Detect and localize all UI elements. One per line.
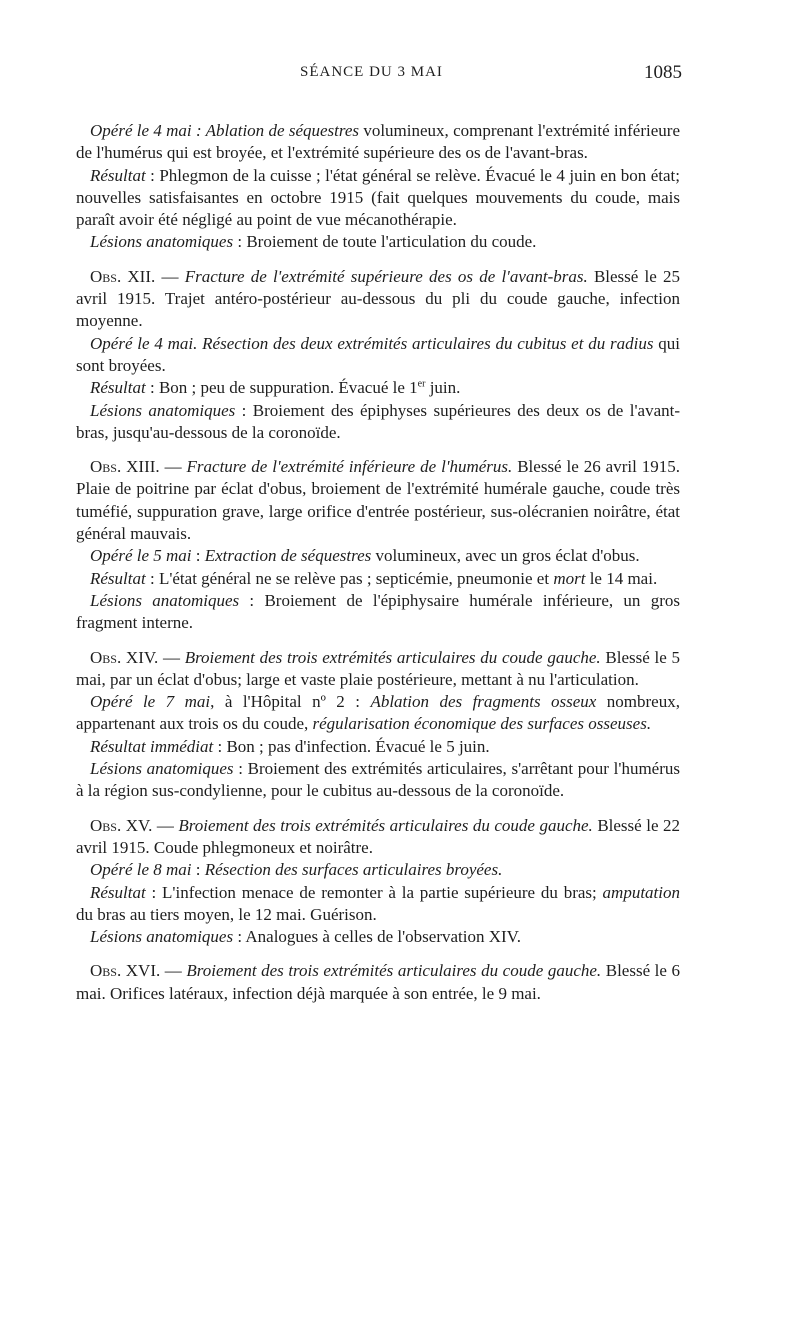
text-segment: Blessé le 26 avril 1915. Plaie de poitrine par éclat d'obus, broiement de l'extrémité humérale gauche, coude très tuméfié, suppuration grave, large orifice d'entrée postérieur, sus-olécranien noirâtre, état général mauvais. <box>76 457 681 544</box>
paragraph <box>76 568 680 590</box>
paragraph <box>76 333 680 378</box>
text-segment: : Analogues à celles de l'observation XIV. <box>233 927 521 947</box>
italic-text: Ablation de séquestres <box>205 121 360 140</box>
paragraph <box>76 758 680 803</box>
text-segment: du bras au tiers moyen, le 12 mai. Guérison. <box>76 904 377 924</box>
text-segment: , à l'Hôpital nº 2 : <box>210 692 371 712</box>
italic-text: Broiement des trois extrémités articulaires du coude gauche. <box>184 647 601 667</box>
italic-text: mort <box>553 568 586 588</box>
italic-text: Ablation des fragments osseux <box>370 692 597 712</box>
italic-text: Broiement des trois extrémités articulaires du coude gauche. <box>186 961 602 981</box>
paragraph <box>76 960 680 1005</box>
italic-text: Fracture de l'extrémité supérieure des os de l'avant-bras. <box>184 266 588 286</box>
text-segment: — <box>155 266 185 286</box>
observation-entry <box>76 647 680 803</box>
italic-text: Résultat <box>90 378 146 398</box>
italic-text: Opéré le 5 mai <box>90 546 192 566</box>
paragraph <box>76 231 680 253</box>
observation-entry <box>76 120 680 254</box>
paragraph <box>76 120 680 165</box>
paragraph <box>76 266 680 333</box>
observation-number: Obs. XIV. <box>90 647 159 667</box>
running-title: SÉANCE DU 3 MAI <box>300 64 443 80</box>
superscript: er <box>417 378 426 390</box>
italic-text: Résection des surfaces articulaires broyées. <box>204 860 503 880</box>
paragraph <box>76 859 680 881</box>
paragraph <box>76 736 680 758</box>
text-segment: : <box>191 546 205 566</box>
italic-text: Opéré le 8 mai <box>90 860 192 880</box>
text-segment: : Phlegmon de la cuisse ; l'état général se relève. Évacué le 4 juin en bon état; nouvelles satisfaisantes en octobre 1915 (fait quelques mouvements du coude, mais paraît avoir été négligé au point de vue mécanothérapie. <box>76 165 680 230</box>
text-segment: — <box>158 647 185 667</box>
observation-number: Obs. XV. <box>90 815 153 835</box>
text-segment: : Bon ; peu de suppuration. Évacué le 1 <box>145 378 418 398</box>
text-segment: volumineux, avec un gros éclat d'obus. <box>371 546 640 566</box>
italic-text: régularisation économique des surfaces osseuses. <box>312 714 652 734</box>
text-segment: — <box>160 961 187 981</box>
italic-text: Fracture de l'extrémité inférieure de l'humérus. <box>186 457 513 477</box>
text-segment: : L'infection menace de remonter à la partie supérieure du bras; <box>145 882 603 902</box>
text-segment: : Broiement des épiphyses supérieures des deux os de l'avant-bras, jusqu'au-dessous de la coronoïde. <box>76 400 681 442</box>
text-segment: Blessé le 25 avril 1915. Trajet antéro-postérieur au-dessous du pli du coude gauche, infection moyenne. <box>76 266 681 331</box>
italic-text: Lésions anatomiques <box>90 590 240 610</box>
text-segment: : Broiement de toute l'articulation du coude. <box>233 232 537 252</box>
text-segment: qui sont broyées. <box>76 333 680 375</box>
paragraph <box>76 815 680 860</box>
paragraph <box>76 545 680 567</box>
running-head <box>0 62 800 88</box>
observation-number: Obs. XII. <box>90 266 156 286</box>
text-segment: — <box>152 815 179 835</box>
paragraph <box>76 926 680 948</box>
text-segment: : Broiement des extrémités articulaires, s'arrêtant pour l'humérus à la région sus-condylienne, pour le cubitus au-dessous de la coronoïde. <box>76 759 680 801</box>
text-segment: : <box>191 860 205 880</box>
paragraph <box>76 400 680 445</box>
italic-text: Extraction de séquestres <box>204 546 372 566</box>
observation-entry <box>76 960 680 1005</box>
page-number: 1085 <box>644 62 682 83</box>
italic-text: Lésions anatomiques <box>90 232 234 252</box>
observation-entry <box>76 815 680 949</box>
text-segment: juin. <box>425 378 461 398</box>
italic-text: Opéré le 4 mai : <box>90 121 206 140</box>
text-segment: le 14 mai. <box>585 568 658 588</box>
document-body <box>76 120 680 1005</box>
italic-text: Broiement des trois extrémités articulaires du coude gauche. <box>178 815 593 835</box>
italic-text: Résultat immédiat <box>90 736 214 756</box>
italic-text: Opéré le 4 mai. Résection des deux extrémités articulaires du cubitus et du radius <box>90 333 654 353</box>
text-segment: volumineux, comprenant l'extrémité inférieure de l'humérus qui est broyée, et l'extrémité supérieure des os de l'avant-bras. <box>76 121 680 163</box>
italic-text: amputation <box>602 882 680 902</box>
italic-text: Résultat <box>90 165 146 185</box>
italic-text: Lésions anatomiques <box>90 927 234 947</box>
text-segment: : Bon ; pas d'infection. Évacué le 5 juin. <box>213 736 490 756</box>
observation-entry <box>76 456 680 634</box>
paragraph <box>76 377 680 399</box>
observation-number: Obs. XIII. <box>90 457 160 477</box>
text-segment: — <box>159 457 187 477</box>
text-segment: : Broiement de l'épiphysaire humérale inférieure, un gros fragment interne. <box>76 590 680 633</box>
text-segment: Blessé le 22 avril 1915. Coude phlegmoneux et noirâtre. <box>76 815 680 857</box>
text-segment: : L'état général ne se relève pas ; septicémie, pneumonie et <box>145 568 554 588</box>
italic-text: Opéré le 7 mai <box>90 692 211 712</box>
paragraph <box>76 647 680 692</box>
observation-entry <box>76 266 680 444</box>
paragraph <box>76 165 680 232</box>
italic-text: Résultat <box>90 882 146 902</box>
text-segment: Blessé le 5 mai, par un éclat d'obus; large et vaste plaie postérieure, mettant à nu l'articulation. <box>76 647 681 689</box>
text-segment: Blessé le 6 mai. Orifices latéraux, infection déjà marquée à son entrée, le 9 mai. <box>76 961 681 1003</box>
italic-text: Lésions anatomiques <box>90 759 234 779</box>
paragraph <box>76 882 680 927</box>
paragraph <box>76 691 680 736</box>
paragraph <box>76 590 680 635</box>
text-segment: nombreux, appartenant aux trois os du coude, <box>76 692 680 734</box>
observation-number: Obs. XVI. <box>90 961 161 981</box>
italic-text: Résultat <box>90 568 146 588</box>
italic-text: Lésions anatomiques <box>90 400 236 420</box>
paragraph <box>76 456 680 545</box>
